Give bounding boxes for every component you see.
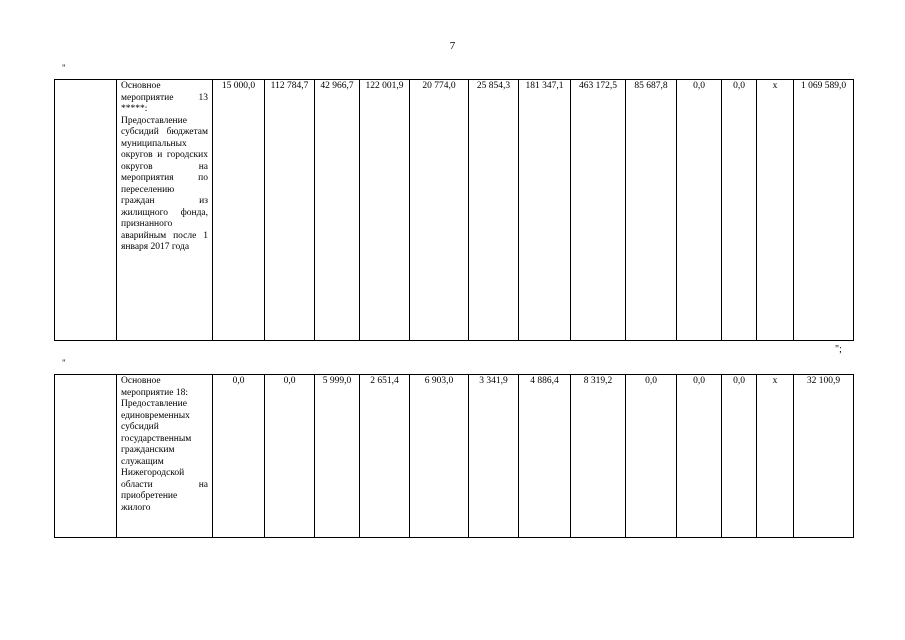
value-cell: 0,0 xyxy=(213,375,265,538)
measure-description xyxy=(117,375,213,538)
total-cell: 32 100,9 xyxy=(794,375,854,538)
measure-title: Основное мероприятие 18: xyxy=(121,376,188,398)
empty-cell xyxy=(55,80,117,341)
value-cell: 20 774,0 xyxy=(410,80,469,341)
value-cell: 85 687,8 xyxy=(626,80,677,341)
closing-quote: "; xyxy=(835,344,842,355)
page-number: 7 xyxy=(449,40,456,52)
measure-description xyxy=(117,80,213,341)
value-cell: 0,0 xyxy=(722,375,757,538)
value-cell: 0,0 xyxy=(677,80,722,341)
value-cell: 2 651,4 xyxy=(360,375,410,538)
table-row xyxy=(55,80,854,341)
budget-table-1 xyxy=(54,79,854,341)
measure-text: Предоставление единовременных субсидий государственным гражданским служащим Нижегородской области на приобретение жилого xyxy=(121,399,208,513)
table-row xyxy=(55,375,854,538)
empty-cell xyxy=(55,375,117,538)
value-cell: 0,0 xyxy=(265,375,315,538)
value-cell: 25 854,3 xyxy=(469,80,519,341)
value-cell: 0,0 xyxy=(722,80,757,341)
opening-quote-1: " xyxy=(62,63,66,73)
budget-table-2 xyxy=(54,374,854,538)
opening-quote-2: " xyxy=(62,358,66,368)
value-cell: 181 347,1 xyxy=(519,80,571,341)
value-cell: 0,0 xyxy=(677,375,722,538)
value-cell: 3 341,9 xyxy=(469,375,519,538)
value-cell: 4 886,4 xyxy=(519,375,571,538)
measure-text: Предоставление субсидий бюджетам муниципальных округов и городских округов на мероприятия по переселению граждан из жилищного фонда, признанного аварийным после 1 января 2017 года xyxy=(121,115,208,252)
value-cell: 8 319,2 xyxy=(571,375,626,538)
value-cell: 463 172,5 xyxy=(571,80,626,341)
value-cell: 0,0 xyxy=(626,375,677,538)
value-cell: х xyxy=(757,80,794,341)
value-cell: х xyxy=(757,375,794,538)
value-cell: 15 000,0 xyxy=(213,80,265,341)
value-cell: 6 903,0 xyxy=(410,375,469,538)
value-cell: 42 966,7 xyxy=(315,80,360,341)
value-cell: 112 784,7 xyxy=(265,80,315,341)
total-cell: 1 069 589,0 xyxy=(794,80,854,341)
value-cell: 5 999,0 xyxy=(315,375,360,538)
value-cell: 122 001,9 xyxy=(360,80,410,341)
measure-title: Основное мероприятие 13 *****: xyxy=(121,81,208,114)
